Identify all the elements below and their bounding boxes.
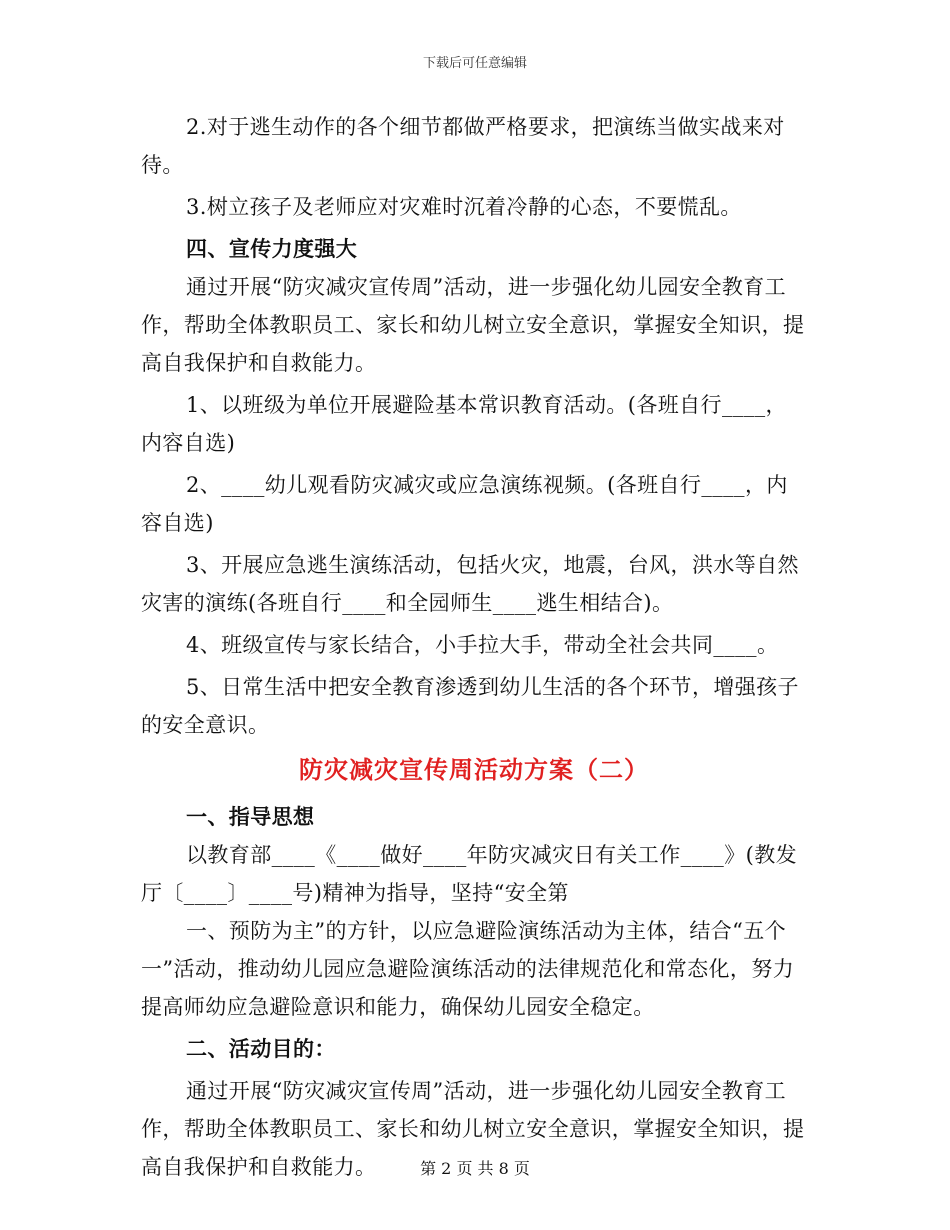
page-header-note: 下载后可任意编辑 <box>422 56 527 71</box>
list-item-5: 5、日常生活中把安全教育渗透到幼儿生活的各个环节，增强孩子的安全意识。 <box>141 675 799 737</box>
paragraph-purpose: 通过开展“防灾减灾宣传周”活动，进一步强化幼儿园安全教育工作，帮助全体教职员工、家长和幼儿树立安全意识，掌握安全知识，提高自我保护和自救能力。 <box>141 1079 805 1179</box>
list-item-3: 3、开展应急逃生演练活动，包括火灾，地震，台风，洪水等自然灾害的演练(各班自行____和全园师生____逃生相结合)。 <box>141 553 799 615</box>
list-item-1: 1、以班级为单位开展避险基本常识教育活动。(各班自行____，内容自选) <box>141 393 787 455</box>
section-heading-purpose: 二、活动目的： <box>186 1036 336 1061</box>
section-heading-4: 四、宣传力度强大 <box>186 236 358 261</box>
list-item-2: 2、____幼儿观看防灾减灾或应急演练视频。(各班自行____，内容自选) <box>141 473 788 535</box>
paragraph-guiding: 以教育部____《____做好____年防灾减灾日有关工作____》(教发厅〔____〕____号)精神为指导，坚持“安全第 <box>141 843 797 905</box>
list-item-4: 4、班级宣传与家长结合，小手拉大手，带动全社会共同____。 <box>186 633 779 657</box>
paragraph-principle: 一、预防为主”的方针，以应急避险演练活动为主体，结合“五个一”活动，推动幼儿园应急避险演练活动的法律规范化和常态化，努力提高师幼应急避险意识和能力，确保幼儿园安全稳定。 <box>141 919 795 1019</box>
paragraph-item-2: 2.对于逃生动作的各个细节都做严格要求，把演练当做实战来对待。 <box>141 115 785 177</box>
section-title: 防灾减灾宣传周活动方案（二） <box>299 755 649 784</box>
paragraph-item-3: 3.树立孩子及老师应对灾难时沉着冷静的心态，不要慌乱。 <box>186 195 742 219</box>
document-body <box>141 108 807 1186</box>
page-number: 第 2 页 共 8 页 <box>420 1159 530 1178</box>
paragraph-publicity: 通过开展“防灾减灾宣传周”活动，进一步强化幼儿园安全教育工作，帮助全体教职员工、家长和幼儿树立安全意识，掌握安全知识，提高自我保护和自救能力。 <box>141 275 805 375</box>
section-heading-guiding: 一、指导思想 <box>186 804 315 829</box>
